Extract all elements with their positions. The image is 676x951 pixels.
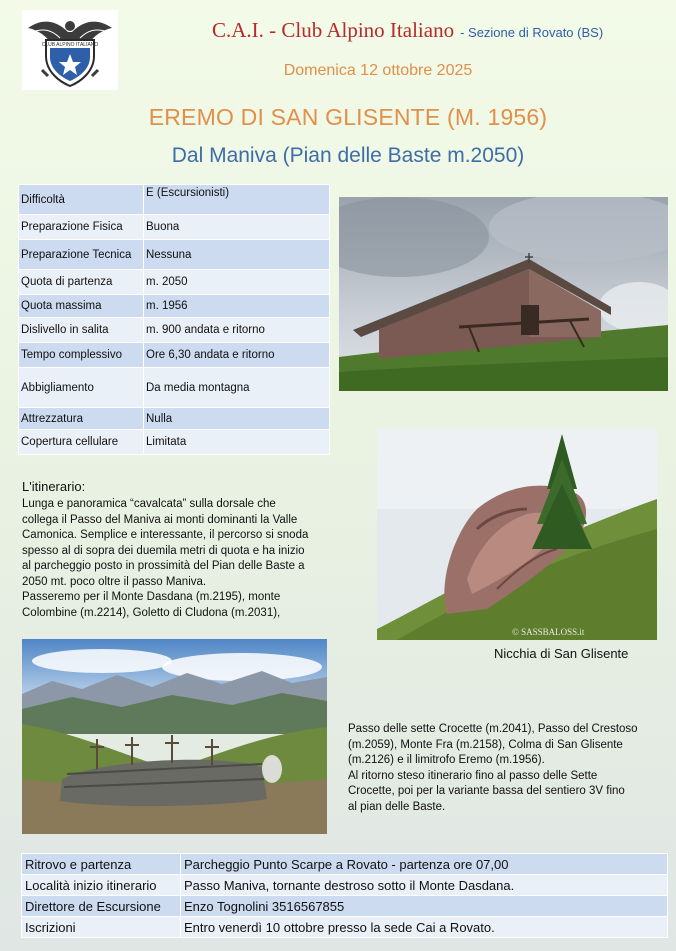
org-section: - Sezione di Rovato (BS)	[460, 25, 604, 40]
rock-caption: Nicchia di San Glisente	[494, 646, 629, 661]
meeting-row-registration	[22, 917, 668, 938]
info-value: m. 2050	[144, 270, 330, 295]
info-row-total-time	[19, 343, 330, 368]
meeting-label: Iscrizioni	[22, 917, 181, 938]
info-row-equipment	[19, 408, 330, 430]
org-name-text: C.A.I. - Club Alpino Italiano	[212, 18, 455, 42]
info-row-clothing	[19, 368, 330, 408]
page-title: EREMO DI SAN GLISENTE (M. 1956)	[148, 104, 548, 130]
info-row-cell-coverage	[19, 430, 330, 455]
info-row-technical	[19, 240, 330, 270]
event-date: Domenica 12 ottobre 2025	[283, 62, 473, 79]
info-row-physical	[19, 215, 330, 240]
info-value: Nulla	[144, 408, 330, 430]
info-label: Quota massima	[19, 295, 144, 318]
info-row-elevation-gain	[19, 318, 330, 343]
itinerary-line: (m.2059), Monte Fra (m.2158), Colma di San Glisente	[348, 738, 623, 751]
itinerary-text-part1	[22, 497, 322, 621]
valley-photo	[22, 639, 327, 834]
meeting-row-departure	[22, 854, 668, 875]
rock-watermark: © SASSBALOSS.it	[512, 627, 585, 637]
itinerary-line: Colombine (m.2214), Goletto di Cludona (m.2031),	[22, 606, 281, 619]
info-label: Preparazione Fisica	[19, 215, 144, 240]
meeting-value: Entro venerdì 10 ottobre presso la sede Cai a Rovato.	[181, 917, 668, 938]
info-value: Ore 6,30 andata e ritorno	[144, 343, 330, 368]
itinerary-line: Al ritorno steso itinerario fino al passo delle Sette	[348, 769, 598, 782]
itinerary-line: Crocette, poi per la variante bassa del sentiero 3V fino	[348, 785, 625, 797]
org-name	[212, 18, 603, 43]
info-value: Nessuna	[144, 240, 330, 270]
itinerary-text-part2	[348, 722, 666, 815]
itinerary-line: 2050 mt. poco oltre il passo Maniva.	[22, 575, 207, 588]
info-label: Tempo complessivo	[19, 343, 144, 368]
itinerary-line: (m.2126) e il limitrofo Eremo (m.1956).	[348, 754, 545, 766]
meeting-row-start-location	[22, 875, 668, 896]
itinerary-heading: L'itinerario:	[22, 479, 86, 494]
info-value: Buona	[144, 215, 330, 240]
info-label: Dislivello in salita	[19, 318, 144, 343]
meeting-row-director	[22, 896, 668, 917]
info-table	[18, 184, 330, 455]
info-value: E (Escursionisti)	[144, 185, 330, 215]
meeting-table	[21, 853, 668, 938]
info-value: m. 900 andata e ritorno	[144, 318, 330, 343]
meeting-label: Direttore de Escursione	[22, 896, 181, 917]
info-value: Limitata	[144, 430, 330, 455]
info-value: Da media montagna	[144, 368, 330, 408]
info-label: Abbigliamento	[19, 368, 144, 408]
itinerary-line: collega il Passo del Maniva ai monti dominanti la Valle	[22, 513, 298, 526]
meeting-value: Enzo Tognolini 3516567855	[181, 896, 668, 917]
info-label: Copertura cellulare	[19, 430, 144, 455]
itinerary-line: Passo delle sette Crocette (m.2041), Passo del Crestoso	[348, 723, 638, 735]
itinerary-line: al pian delle Baste.	[348, 800, 446, 813]
church-photo	[339, 197, 668, 391]
rock-photo	[377, 429, 657, 640]
info-row-start-altitude	[19, 270, 330, 295]
logo-text: CLUB ALPINO ITALIANO	[41, 42, 99, 48]
itinerary-line: Passeremo per il Monte Dasdana (m.2195), monte	[22, 591, 281, 603]
info-row-max-altitude	[19, 295, 330, 318]
meeting-value: Passo Maniva, tornante destroso sotto il Monte Dasdana.	[181, 875, 668, 896]
page-subtitle: Dal Maniva (Pian delle Baste m.2050)	[171, 144, 525, 167]
meeting-label: Località inizio itinerario	[22, 875, 181, 896]
meeting-value: Parcheggio Punto Scarpe a Rovato - partenza ore 07,00	[181, 854, 668, 875]
info-value: m. 1956	[144, 295, 330, 318]
info-label: Attrezzatura	[19, 408, 144, 430]
info-label: Preparazione Tecnica	[19, 240, 144, 270]
itinerary-line: Camonica. Semplice e interessante, il percorso si snoda	[22, 529, 309, 541]
info-row-difficulty	[19, 185, 330, 215]
info-label: Quota di partenza	[19, 270, 144, 295]
itinerary-line: Lunga e panoramica “cavalcata” sulla dorsale che	[22, 498, 276, 510]
meeting-label: Ritrovo e partenza	[22, 854, 181, 875]
info-label: Difficoltà	[19, 185, 144, 215]
itinerary-line: spesso al di sopra dei duemila metri di quota e ha inizio	[22, 544, 305, 557]
itinerary-line: al parcheggio posto in prossimità del Pian delle Baste a	[22, 560, 305, 572]
